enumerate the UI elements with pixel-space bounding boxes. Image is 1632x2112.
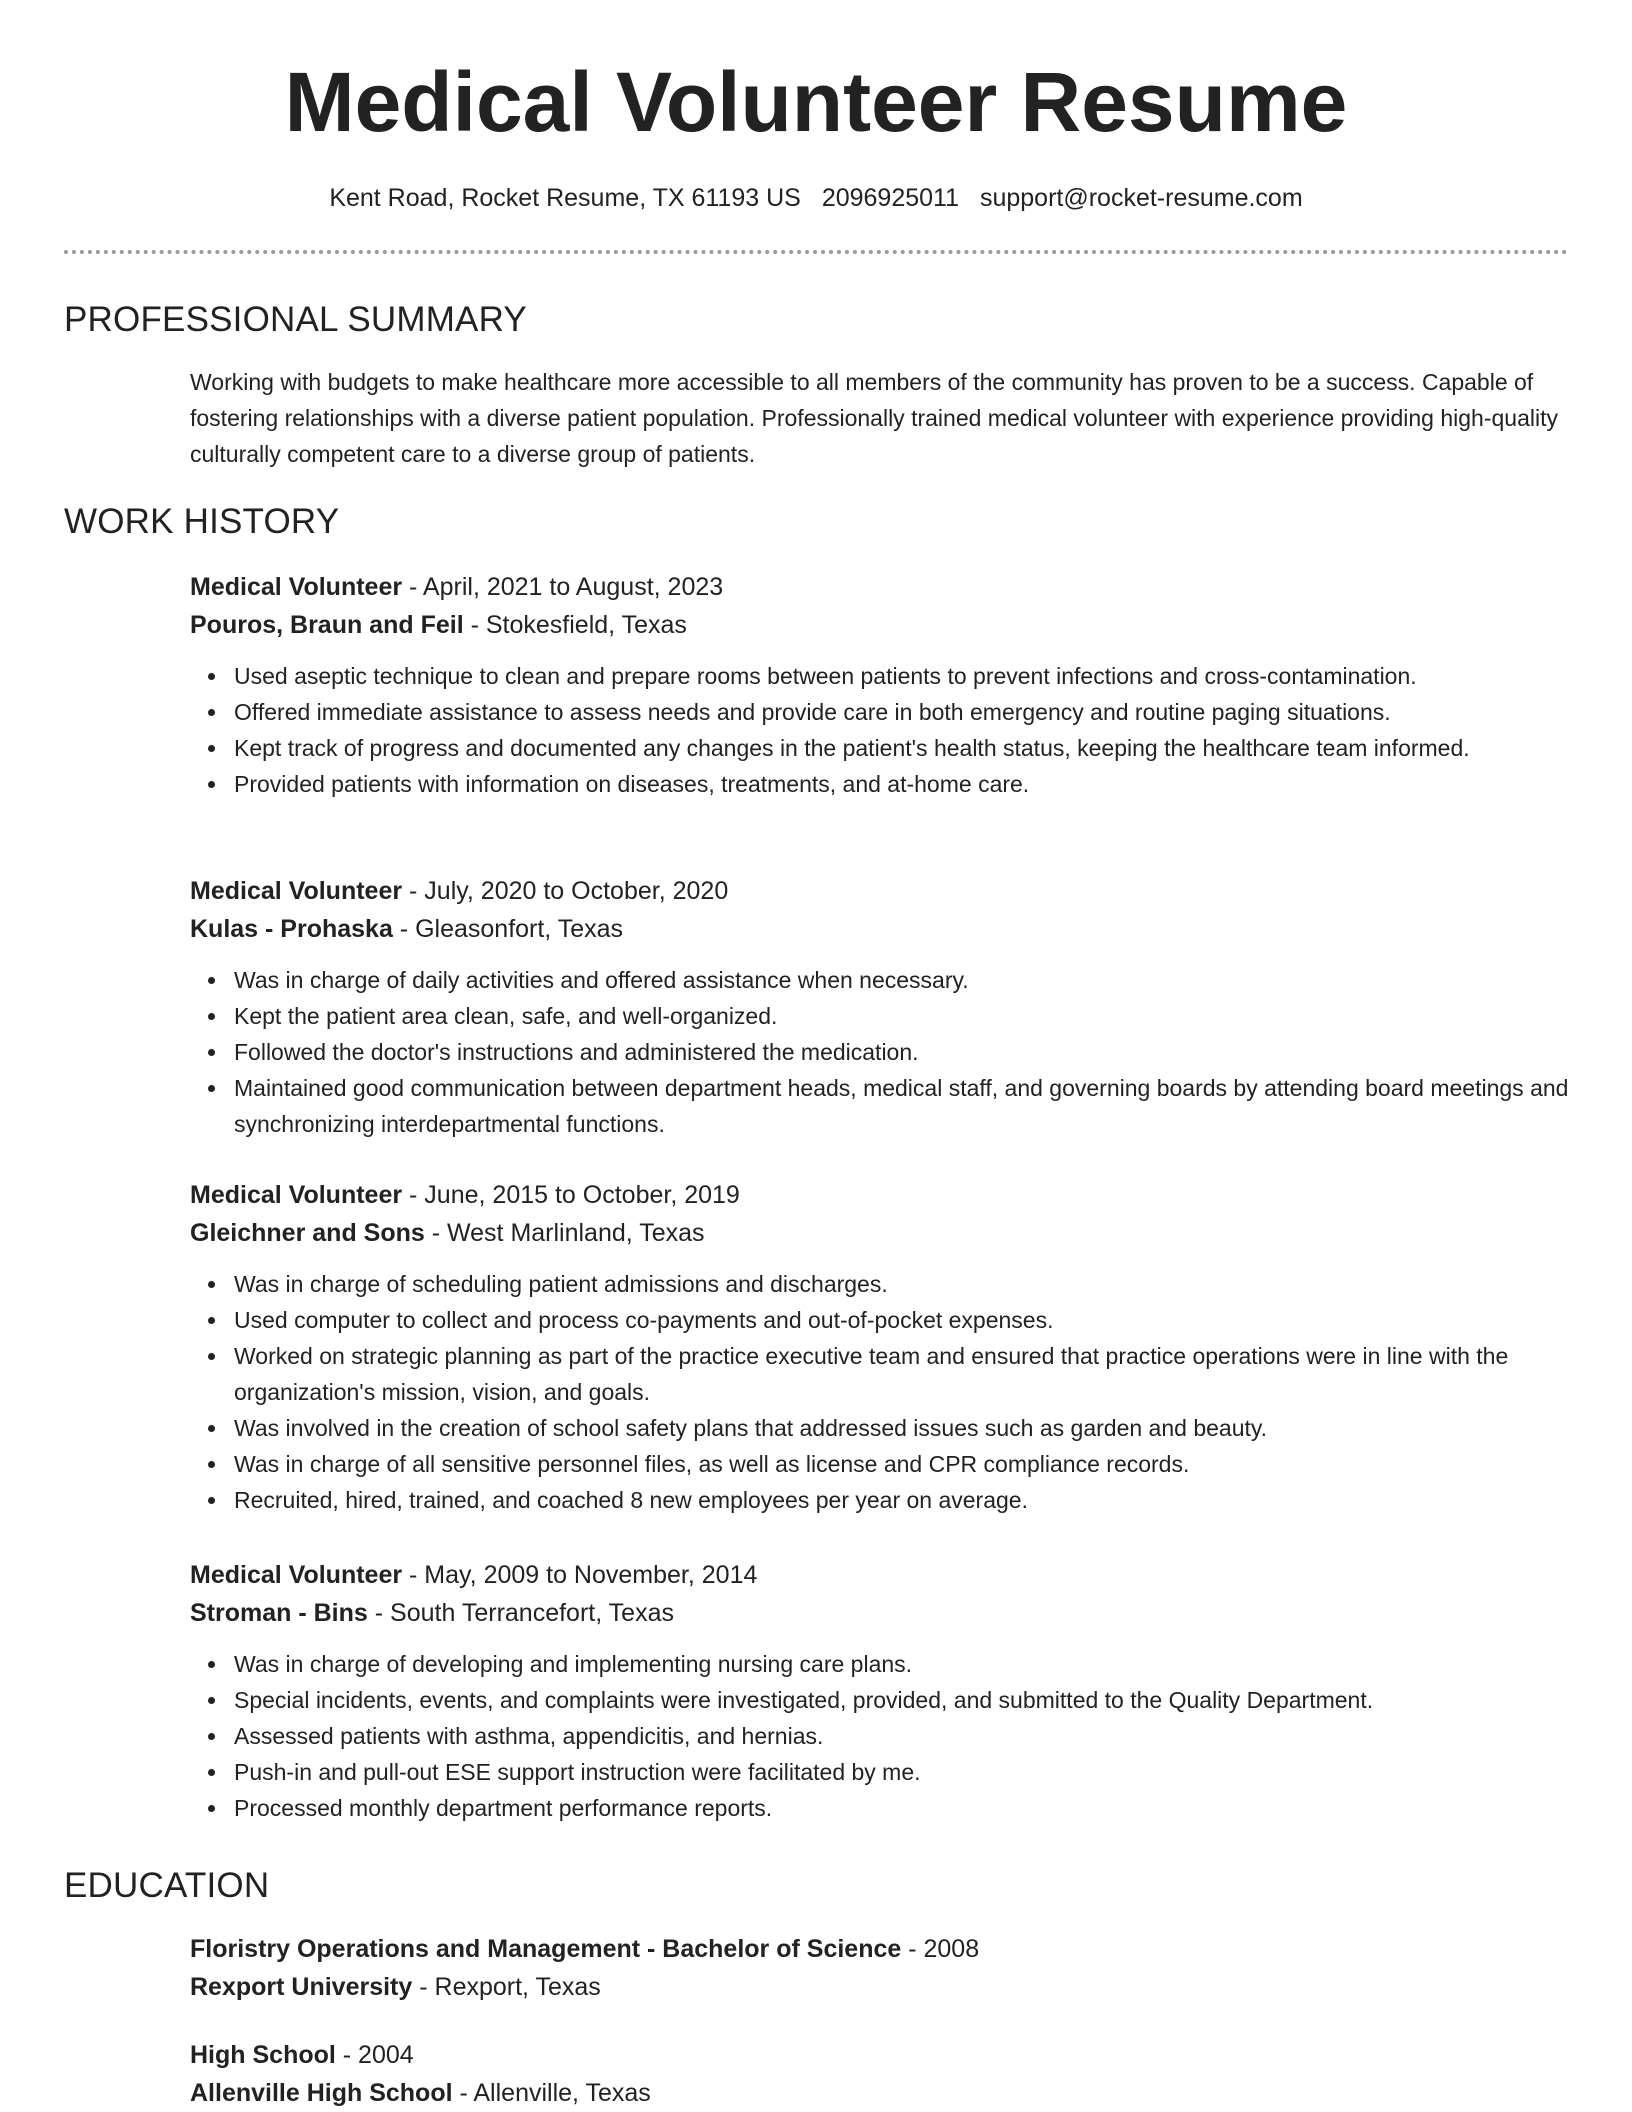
school-location: - Allenville, Texas	[452, 2079, 651, 2107]
job-title-line	[190, 568, 1570, 606]
degree-line	[190, 2036, 1570, 2074]
job-title-line	[190, 1176, 1570, 1214]
job-title: Medical Volunteer	[190, 877, 403, 905]
bullet-item: Was in charge of developing and implementing nursing care plans.	[234, 1646, 1570, 1682]
job-company-line	[190, 910, 1570, 948]
job-entry	[190, 1556, 1570, 1826]
education-entry	[190, 2036, 1570, 2112]
school-line	[190, 1968, 1570, 2006]
bullet-item: Used computer to collect and process co-payments and out-of-pocket expenses.	[234, 1302, 1570, 1338]
contact-address: Kent Road, Rocket Resume, TX 61193 US	[329, 184, 801, 212]
job-title-line	[190, 1556, 1570, 1594]
job-title: Medical Volunteer	[190, 1181, 403, 1209]
bullet-item: Processed monthly department performance reports.	[234, 1790, 1570, 1826]
bullet-item: Was in charge of scheduling patient admissions and discharges.	[234, 1266, 1570, 1302]
bullet-item: Kept the patient area clean, safe, and well-organized.	[234, 998, 1570, 1034]
job-entry	[190, 568, 1570, 802]
bullet-item: Followed the doctor's instructions and administered the medication.	[234, 1034, 1570, 1070]
degree-year: - 2008	[901, 1935, 980, 1963]
job-company: Stroman - Bins	[190, 1599, 368, 1627]
degree-year: - 2004	[335, 2041, 414, 2069]
job-location: - Gleasonfort, Texas	[392, 915, 624, 943]
school-name: Rexport University	[190, 1973, 413, 2001]
job-dates: - July, 2020 to October, 2020	[402, 877, 729, 905]
job-entry	[190, 872, 1570, 1142]
bullet-item: Special incidents, events, and complaints were investigated, provided, and submitted to the Quality Department.	[234, 1682, 1570, 1718]
bullet-item: Was involved in the creation of school safety plans that addressed issues such as garden and beauty.	[234, 1410, 1570, 1446]
job-company-line	[190, 1594, 1570, 1632]
job-company: Kulas - Prohaska	[190, 915, 393, 943]
job-location: - South Terrancefort, Texas	[367, 1599, 674, 1627]
job-entry	[190, 1176, 1570, 1518]
summary-text: Working with budgets to make healthcare more accessible to all members of the community has proven to be a success. Capable of fostering relationships with a diverse patient population. Professionally trained medical volunteer with experience providing high-quality culturally competent care to a diverse group of patients.	[190, 369, 1558, 467]
job-company: Pouros, Braun and Feil	[190, 611, 464, 639]
job-dates: - April, 2021 to August, 2023	[402, 573, 724, 601]
degree-name: High School	[190, 2041, 336, 2069]
bullet-item: Used aseptic technique to clean and prepare rooms between patients to prevent infections and cross-contamination.	[234, 658, 1570, 694]
contact-phone: 2096925011	[821, 184, 959, 212]
job-title-line	[190, 872, 1570, 910]
bullet-item: Push-in and pull-out ESE support instruction were facilitated by me.	[234, 1754, 1570, 1790]
degree-name: Floristry Operations and Management - Bachelor of Science	[190, 1935, 902, 1963]
bullet-item: Offered immediate assistance to assess needs and provide care in both emergency and routine paging situations.	[234, 694, 1570, 730]
education-heading: EDUCATION	[64, 1866, 270, 1905]
job-company-line	[190, 606, 1570, 644]
bullet-item: Was in charge of all sensitive personnel files, as well as license and CPR compliance records.	[234, 1446, 1570, 1482]
job-bullets	[190, 658, 1570, 802]
bullet-item: Recruited, hired, trained, and coached 8 new employees per year on average.	[234, 1482, 1570, 1518]
contact-email: support@rocket-resume.com	[979, 184, 1303, 212]
job-bullets	[190, 962, 1570, 1142]
job-dates: - June, 2015 to October, 2019	[402, 1181, 740, 1209]
job-title: Medical Volunteer	[190, 573, 403, 601]
job-location: - Stokesfield, Texas	[463, 611, 687, 639]
school-location: - Rexport, Texas	[412, 1973, 601, 2001]
summary-heading: PROFESSIONAL SUMMARY	[64, 300, 527, 339]
job-company: Gleichner and Sons	[190, 1219, 425, 1247]
job-location: - West Marlinland, Texas	[424, 1219, 705, 1247]
bullet-item: Provided patients with information on diseases, treatments, and at-home care.	[234, 766, 1570, 802]
bullet-item: Assessed patients with asthma, appendicitis, and hernias.	[234, 1718, 1570, 1754]
degree-line	[190, 1930, 1570, 1968]
work-history-heading: WORK HISTORY	[64, 502, 340, 541]
contact-line	[0, 180, 1632, 216]
bullet-item: Maintained good communication between department heads, medical staff, and governing boards by attending board meetings and synchronizing interdepartmental functions.	[234, 1070, 1570, 1142]
education-entry	[190, 1930, 1570, 2006]
bullet-item: Worked on strategic planning as part of the practice executive team and ensured that practice operations were in line with the organization's mission, vision, and goals.	[234, 1338, 1570, 1410]
header-divider	[64, 250, 1568, 254]
job-bullets	[190, 1266, 1570, 1518]
job-title: Medical Volunteer	[190, 1561, 403, 1589]
school-line	[190, 2074, 1570, 2112]
job-dates: - May, 2009 to November, 2014	[402, 1561, 758, 1589]
resume-title: Medical Volunteer Resume	[284, 55, 1348, 149]
job-company-line	[190, 1214, 1570, 1252]
bullet-item: Was in charge of daily activities and offered assistance when necessary.	[234, 962, 1570, 998]
bullet-item: Kept track of progress and documented any changes in the patient's health status, keeping the healthcare team informed.	[234, 730, 1570, 766]
school-name: Allenville High School	[190, 2079, 453, 2107]
job-bullets	[190, 1646, 1570, 1826]
